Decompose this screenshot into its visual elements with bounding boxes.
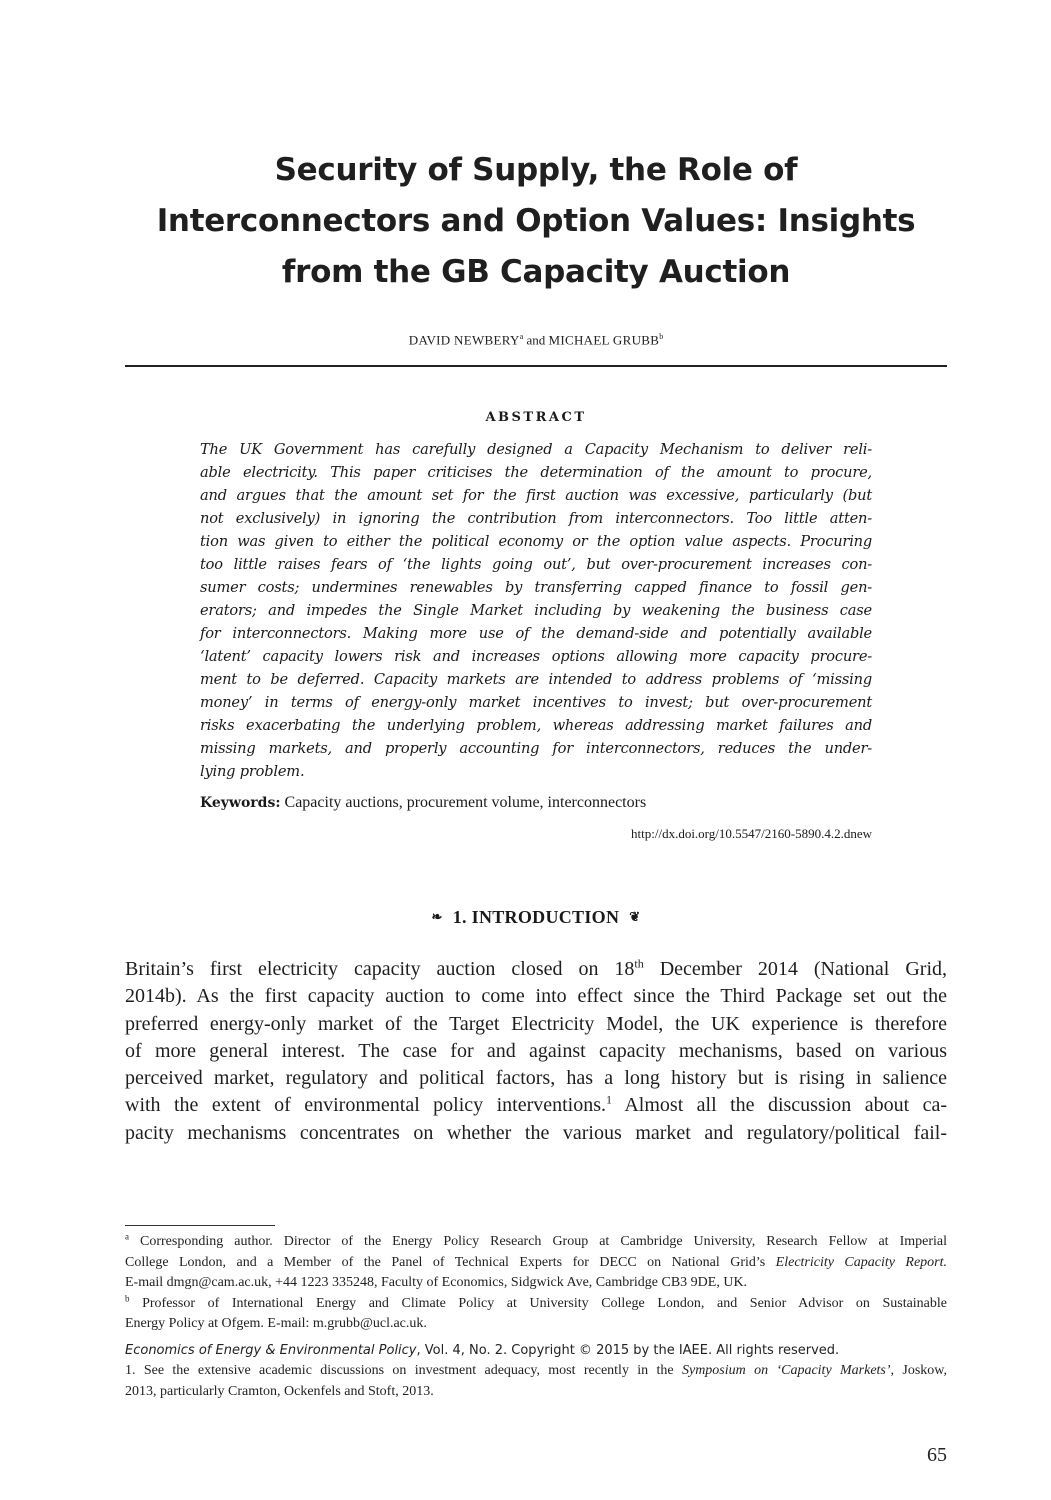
abstract-line: able electricity. This paper criticises the determination of the amount to procure, (200, 464, 872, 481)
copyright-text: , Vol. 4, No. 2. Copyright © 2015 by the IAEE. All rights reserved. (416, 1342, 840, 1358)
footnotes (125, 1232, 947, 1402)
abstract-line: tion was given to either the political economy or the option value aspects. Procuring (200, 533, 872, 550)
journal-line (125, 1341, 947, 1362)
footnote-text: 1. See the extensive academic discussions on investment adequacy, most recently in the (125, 1363, 682, 1378)
intro-text: Almost all the discussion about ca- (612, 1094, 948, 1117)
header-divider (125, 365, 947, 367)
abstract-line: for interconnectors. Making more use of the demand-side and potentially available (200, 625, 872, 642)
keywords (200, 794, 872, 812)
intro-line (125, 956, 947, 983)
symposium-title: Symposium on ‘Capacity Markets’ (681, 1363, 891, 1378)
intro-line: 2014b). As the first capacity auction to come into effect since the Third Package set out the (125, 985, 947, 1008)
abstract-line: and argues that the amount set for the first auction was excessive, particularly (but (200, 487, 872, 504)
intro-line: of more general interest. The case for and against capacity mechanisms, based on various (125, 1039, 947, 1062)
abstract-line: too little raises fears of ‘the lights going out’, but over-procurement increases con- (200, 556, 872, 573)
footnote-text: College London, and a Member of the Panel of Technical Experts for DECC on National Grid’s (125, 1254, 776, 1270)
abstract-line: The UK Government has carefully designed a Capacity Mechanism to deliver reli- (200, 441, 872, 458)
abstract-line: risks exacerbating the underlying problem, whereas addressing market failures and (200, 717, 872, 734)
footnote-line (125, 1253, 947, 1274)
intro-line (125, 1092, 947, 1119)
keywords-label: Keywords: (200, 795, 281, 811)
section-heading (125, 907, 947, 928)
abstract-line: money’ in terms of energy-only market incentives to invest; but over-procurement (200, 694, 872, 711)
title-line-2: Interconnectors and Option Values: Insights (156, 203, 916, 239)
doi-link[interactable]: http://dx.doi.org/10.5547/2160-5890.4.2.dnew (631, 826, 872, 841)
author-line (125, 332, 947, 348)
footnote-reference[interactable]: 1 (606, 1092, 613, 1107)
author-name: MICHAEL GRUBB (548, 332, 660, 348)
author-joiner: and (523, 332, 549, 348)
intro-line: preferred energy-only market of the Target Electricity Model, the UK experience is therefore (125, 1012, 947, 1035)
keywords-text: Capacity auctions, procurement volume, interconnectors (284, 794, 647, 811)
intro-text: December 2014 (National Grid, (643, 958, 947, 980)
footnote-mark: a (125, 1231, 129, 1242)
affiliation-mark: a (519, 332, 524, 341)
section-title: 1. INTRODUCTION (452, 907, 620, 927)
footnote-line: E-mail dmgn@cam.ac.uk, +44 1223 335248, Faculty of Economics, Sidgwick Ave, Cambridge CB3 9DE, UK. (125, 1275, 748, 1290)
intro-text: with the extent of environmental policy interventions. (125, 1094, 607, 1117)
abstract-line: not exclusively) in ignoring the contribution from interconnectors. Too little atten- (200, 510, 872, 527)
intro-paragraph (125, 956, 947, 1147)
title-line-1: Security of Supply, the Role of (274, 152, 798, 188)
footnote-line (125, 1294, 947, 1315)
footnote-text: Professor of International Energy and Climate Policy at University College London, and Senior Advisor on Sustainable (129, 1295, 947, 1311)
intro-text: Britain’s first electricity capacity auction closed on 18 (125, 958, 635, 980)
footnote-text: Corresponding author. Director of the Energy Policy Research Group at Cambridge University, Research Fellow at Imperial (129, 1234, 947, 1249)
footnote-mark: b (125, 1292, 130, 1303)
abstract-line: ment to be deferred. Capacity markets are intended to address problems of ‘missing (200, 671, 872, 688)
intro-line: pacity mechanisms concentrates on whether the various market and regulatory/political fail- (125, 1121, 947, 1144)
fleuron-left-icon: ❧ (431, 909, 443, 924)
footnote-divider (125, 1225, 275, 1226)
report-title: Electricity Capacity Report. (775, 1254, 948, 1270)
abstract-line: sumer costs; undermines renewables by transferring capped finance to fossil gen- (200, 579, 872, 596)
intro-line: perceived market, regulatory and political factors, has a long history but is rising in salience (125, 1067, 947, 1090)
abstract-heading: ABSTRACT (485, 410, 587, 425)
abstract-line: ‘latent’ capacity lowers risk and increases options allowing more capacity procure- (200, 648, 872, 665)
author-name: DAVID NEWBERY (408, 332, 520, 348)
fleuron-right-icon: ❦ (629, 909, 641, 924)
abstract-line: lying problem. (200, 763, 305, 780)
ordinal-suffix: th (634, 956, 644, 971)
footnote-text: , Joskow, (890, 1363, 947, 1378)
footnote-line (125, 1232, 947, 1253)
affiliation-mark: b (659, 332, 664, 341)
footnote-line: Energy Policy at Ofgem. E-mail: m.grubb@ucl.ac.uk. (125, 1316, 427, 1331)
abstract-line: erators; and impedes the Single Market including by weakening the business case (200, 602, 872, 619)
paper-title (125, 145, 947, 298)
title-line-3: from the GB Capacity Auction (281, 254, 791, 290)
abstract-text (200, 438, 872, 783)
page-number: 65 (927, 1444, 947, 1466)
abstract-line: missing markets, and properly accounting for interconnectors, reduces the under- (200, 740, 872, 757)
journal-name: Economics of Energy & Environmental Policy (125, 1342, 417, 1358)
footnote-line: 2013, particularly Cramton, Ockenfels and Stoft, 2013. (125, 1383, 434, 1399)
footnote-line (125, 1361, 947, 1382)
